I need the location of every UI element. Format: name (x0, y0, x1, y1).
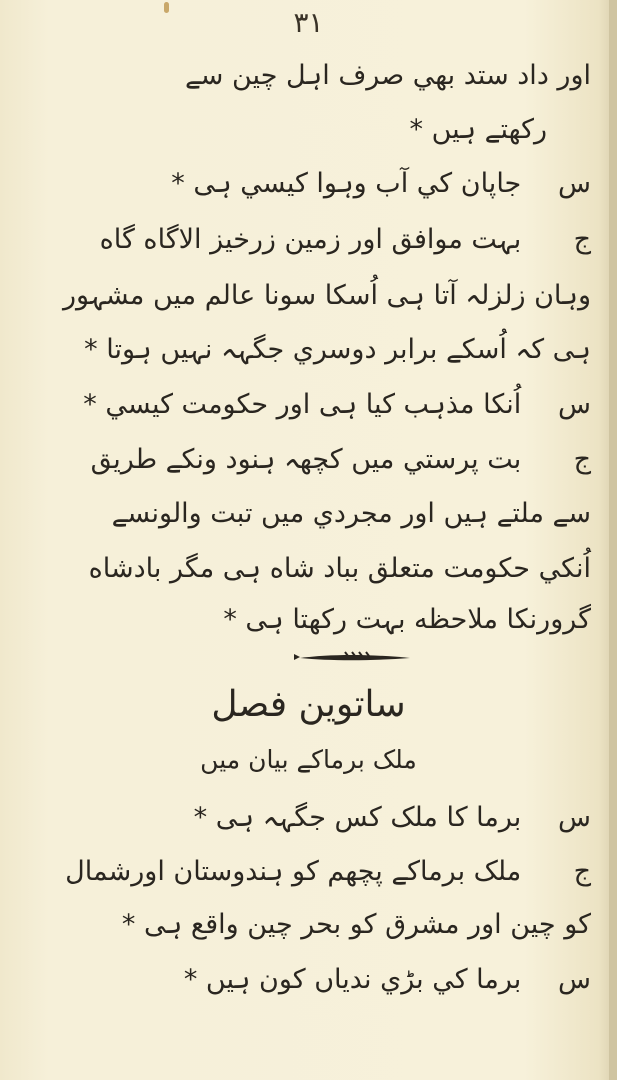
question-label: س (558, 168, 591, 199)
section-heading: ساتوين فصل (211, 684, 406, 725)
question-line-4: س برما کي بڑي ندياں کون ہيں * (70, 960, 591, 1000)
page-edge (609, 0, 617, 1080)
section-divider-ornament (0, 646, 617, 668)
answer-label: ج (573, 856, 591, 887)
text-line-3: وہان زلزلہ آتا ہی اُسکا سونا عالم ميں مشہور (63, 280, 591, 311)
question-label: س (558, 389, 591, 420)
question-label: س (558, 802, 591, 833)
text-line-6: اُنکي حکومت متعلق بباد شاه ہی مگر بادشاه (88, 553, 591, 584)
answer-label: ج (573, 224, 591, 255)
section-subheading: ملک برماکے بيان ميں (200, 745, 417, 774)
answer-line-3: ج ملک برماکے پچھم کو ہندوستان اورشمال (70, 852, 591, 892)
text-line-4: ہی کہ اُسکے برابر دوسري جگہہ نہيں ہوتا * (84, 334, 591, 365)
answer-line-1: ج بہت موافق اور زمين زرخيز الاگاه گاه (70, 220, 591, 260)
text-line-5: سے ملتے ہيں اور مجردي ميں تبت والونسے (111, 498, 591, 529)
text-line-1: اور داد ستد بھي صرف اہل چين سے (184, 60, 591, 91)
text-line-2: رکھتے ہيں * (409, 114, 547, 145)
page-number: ۳۱ (293, 6, 324, 39)
question-line-2: س اُنکا مذہب کيا ہی اور حکومت کيسي * (70, 385, 591, 425)
text-line-7: گرورنکا ملاحظه بہت رکھتا ہی * (223, 604, 591, 635)
text-line-8: کو چين اور مشرق کو بحر چين واقع ہی * (121, 909, 591, 940)
answer-line-2: ج بت پرستي ميں کچھہ ہنود ونکے طريق (70, 440, 591, 480)
question-line-3: س برما کا ملک کس جگہہ ہی * (70, 798, 591, 838)
answer-label: ج (573, 444, 591, 475)
question-label: س (558, 964, 591, 995)
question-line-1: س جاپان کي آب وہوا کيسي ہی * (70, 164, 591, 204)
